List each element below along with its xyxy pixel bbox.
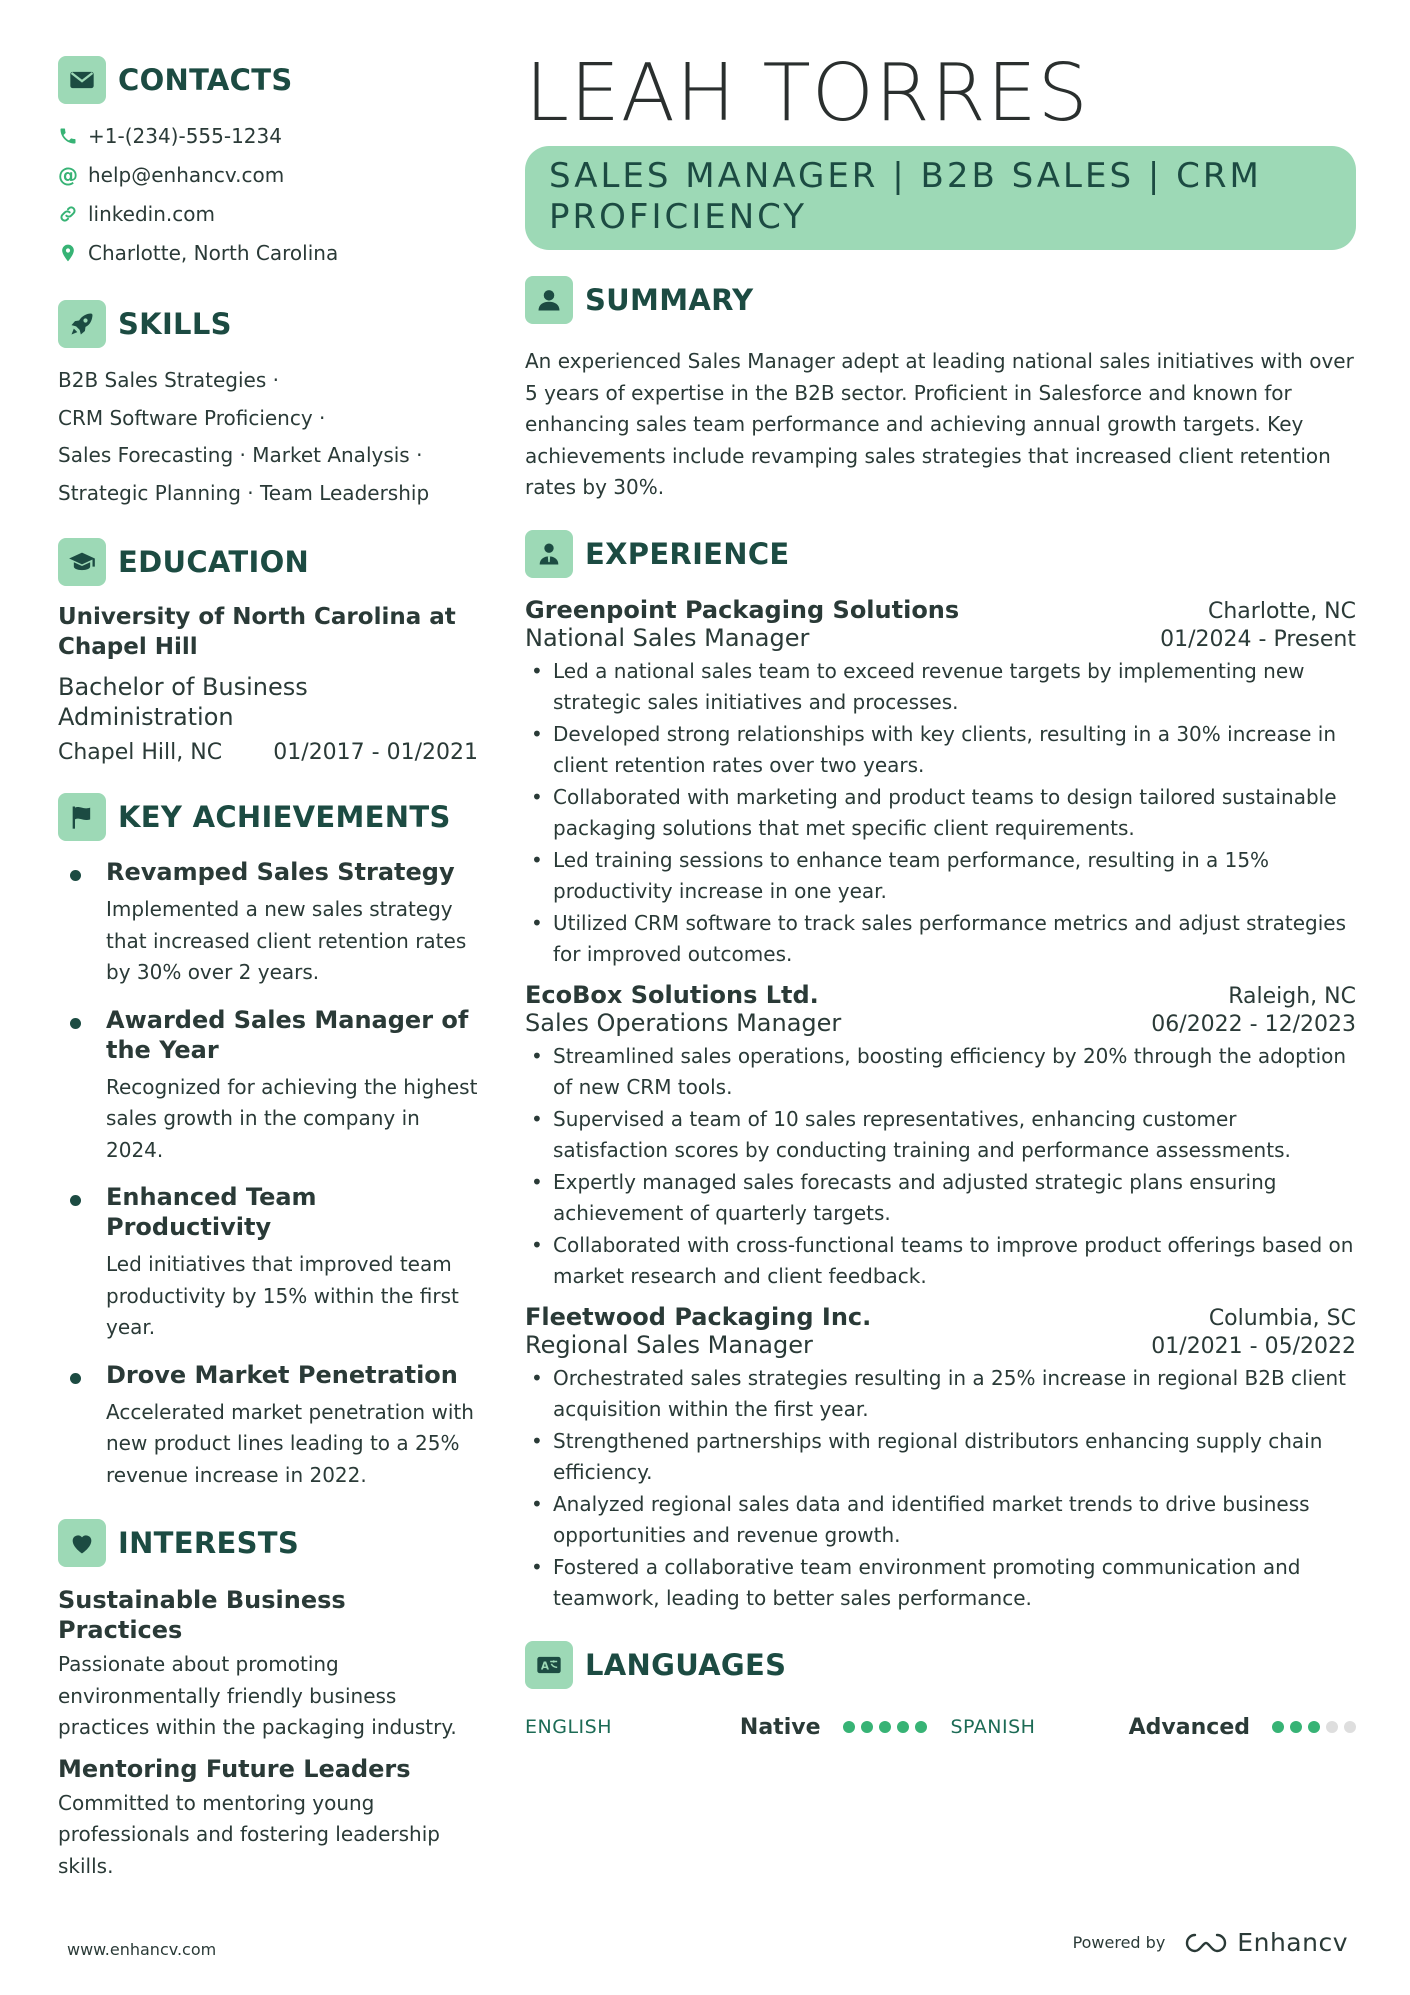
email-text: help@enhancv.com [88,162,285,187]
achievements-header [58,793,478,841]
job-bullet: • Supervised a team of 10 sales representatives, enhancing customer satisfaction scores by conducting training and performance assessments. [525,1104,1356,1167]
brand-name: Enhancv [1237,1928,1348,1957]
achievement-item [58,1005,478,1167]
interests-title: INTERESTS [118,1526,300,1561]
job-role: Regional Sales Manager [525,1330,813,1359]
job-entry [525,596,1356,971]
job-company: Fleetwood Packaging Inc. [525,1302,872,1331]
left-column [58,56,478,1882]
language-item [951,1715,1357,1740]
achievement-title: Enhanced Team Productivity [106,1183,317,1242]
language-name: ENGLISH [525,1716,612,1738]
language-level: Advanced [1128,1714,1250,1740]
summary-title: SUMMARY [585,283,754,317]
rating-dot [1308,1721,1320,1733]
user-icon [525,276,573,324]
skills-title: SKILLS [118,307,232,341]
achievement-item [58,1182,478,1344]
job-bullet: • Analyzed regional sales data and identified market trends to drive business opportunities and revenue growth. [525,1489,1356,1552]
job-bullet: • Collaborated with marketing and product teams to design tailored sustainable packaging solutions that met specific client requirements. [525,782,1356,845]
rating-dot [861,1721,873,1733]
translate-icon [525,1641,573,1689]
footer-branding [1073,1928,1348,1957]
job-subheader [525,1009,1356,1037]
achievement-item [58,1360,478,1492]
rating-dot [915,1721,927,1733]
interests-header [58,1519,478,1567]
footer-website[interactable]: www.enhancv.com [67,1940,217,1959]
education-title: EDUCATION [118,545,310,580]
powered-by-text: Powered by [1072,1933,1166,1952]
bullet-dot [58,1182,106,1344]
summary-header [525,276,1356,324]
job-entry [525,1303,1356,1615]
summary-text: An experienced Sales Manager adept at leading national sales initiatives with over 5 years of expertise in the B2B sector. Proficient in Salesforce and known for enhancing sales team performance and achieving annual growth targets. Key achievements include revamping sales strategies that increased client retention rates by 30%. [525,349,1354,499]
link-icon [58,204,78,224]
contact-email[interactable] [58,155,478,194]
rating-dot [1290,1721,1302,1733]
job-bullets [525,656,1356,971]
achievement-desc: Accelerated market penetration with new product lines leading to a 25% revenue increase in 2022. [106,1399,474,1487]
headline-banner: SALES MANAGER | B2B SALES | CRM PROFICIENCY [525,146,1356,250]
job-subheader [525,624,1356,652]
job-dates: 06/2022 - 12/2023 [1151,1011,1356,1037]
language-item [525,1715,927,1740]
briefcase-user-icon [525,530,573,578]
job-bullet: • Orchestrated sales strategies resulting in a 25% increase in regional B2B client acquisition within the first year. [525,1363,1356,1426]
job-location: Columbia, SC [1208,1305,1356,1331]
svg-text:A: A [540,1660,549,1673]
languages-title: LANGUAGES [585,1647,787,1682]
candidate-name: LEAH TORRES [525,47,1089,139]
contact-location [58,233,478,272]
rating-dot [897,1721,909,1733]
job-role: Sales Operations Manager [525,1008,842,1037]
achievement-desc: Recognized for achieving the highest sales growth in the company in 2024. [106,1074,478,1162]
interest-title: Sustainable Business Practices [58,1586,346,1645]
experience-header [525,530,1356,578]
interest-desc: Passionate about promoting environmentally friendly business practices within the packaging industry. [58,1652,457,1740]
bullet-dot [58,857,106,989]
skill-line: B2B Sales Strategies · [58,368,279,392]
job-bullet: • Utilized CRM software to track sales performance metrics and adjust strategies for improved outcomes. [525,908,1356,971]
job-bullet: • Strengthened partnerships with regional distributors enhancing supply chain efficiency. [525,1426,1356,1489]
education-meta [58,740,478,765]
languages-header [525,1641,1356,1689]
achievement-desc: Implemented a new sales strategy that increased client retention rates by 30% over 2 years. [106,897,467,985]
bullet-dot [58,1360,106,1492]
map-pin-icon [58,243,78,263]
skill-line: Sales Forecasting · Market Analysis · [58,443,423,468]
graduation-cap-icon [58,538,106,586]
job-company: Greenpoint Packaging Solutions [525,595,960,624]
job-company: EcoBox Solutions Ltd. [525,980,819,1009]
language-name: SPANISH [950,1716,1036,1738]
job-dates: 01/2024 - Present [1160,626,1356,652]
job-bullet: • Expertly managed sales forecasts and adjusted strategic plans ensuring achievement of quarterly targets. [525,1167,1356,1230]
job-dates: 01/2021 - 05/2022 [1151,1333,1356,1359]
skill-line: CRM Software Proficiency · [58,405,326,430]
contact-linkedin[interactable] [58,194,478,233]
job-location: Raleigh, NC [1228,983,1356,1009]
achievements-title: KEY ACHIEVEMENTS [118,800,451,835]
rocket-icon [58,300,106,348]
interest-item [58,1754,478,1883]
achievement-title: Awarded Sales Manager of the Year [106,1005,469,1064]
skills-list [58,362,478,512]
job-header [525,596,1356,624]
bullet-dot [58,1005,106,1167]
job-bullet: • Led a national sales team to exceed revenue targets by implementing new strategic sales initiatives and processes. [525,656,1356,719]
education-degree: Bachelor of Business Administration [58,673,308,732]
linkedin-text: linkedin.com [88,201,215,226]
skills-header [58,300,478,348]
education-header [58,538,478,586]
education-school: University of North Carolina at Chapel Hill [58,604,456,661]
job-entry [525,981,1356,1293]
education-location: Chapel Hill, NC [58,740,223,766]
achievement-desc: Led initiatives that improved team productivity by 15% within the first year. [106,1252,459,1340]
job-subheader [525,1331,1356,1359]
rating-dot [879,1721,891,1733]
phone-icon [58,126,78,146]
job-bullets [525,1041,1356,1293]
phone-text: +1-(234)-555-1234 [88,123,282,148]
job-bullet: • Streamlined sales operations, boosting efficiency by 20% through the adoption of new CRM tools. [525,1041,1356,1104]
job-header [525,981,1356,1009]
skill-line: Strategic Planning · Team Leadership [58,480,430,505]
enhancv-logo-icon [1183,1931,1229,1955]
location-text: Charlotte, North Carolina [88,240,339,265]
experience-title: EXPERIENCE [585,536,790,571]
contact-list [58,116,478,272]
interest-title: Mentoring Future Leaders [58,1754,411,1783]
contacts-title: CONTACTS [118,63,293,97]
contacts-header [58,56,478,104]
rating-dot [1326,1721,1338,1733]
right-column [525,47,1356,1740]
rating-dot [843,1721,855,1733]
envelope-icon [58,56,106,104]
achievement-title: Revamped Sales Strategy [106,858,455,887]
contact-phone[interactable] [58,116,478,155]
education-dates: 01/2017 - 01/2021 [273,740,478,766]
job-role: National Sales Manager [525,623,810,652]
job-bullet: • Collaborated with cross-functional teams to improve product offerings based on market research and client feedback. [525,1230,1356,1293]
achievement-title: Drove Market Penetration [106,1360,458,1389]
flag-icon [58,793,106,841]
job-header [525,1303,1356,1331]
languages-list [525,1715,1356,1740]
at-icon: @ [58,162,78,187]
achievements-list [58,857,478,1491]
job-location: Charlotte, NC [1208,598,1356,624]
job-bullet: • Led training sessions to enhance team performance, resulting in a 15% productivity increase in one year. [525,845,1356,908]
interest-item [58,1585,478,1744]
language-rating [843,1721,927,1733]
rating-dot [1344,1721,1356,1733]
job-bullet: • Developed strong relationships with key clients, resulting in a 30% increase in client retention rates over two years. [525,719,1356,782]
language-level: Native [739,1714,821,1740]
job-bullets [525,1363,1356,1615]
language-rating [1272,1721,1356,1733]
heart-icon [58,1519,106,1567]
interest-desc: Committed to mentoring young professionals and fostering leadership skills. [58,1790,440,1878]
enhancv-logo[interactable] [1183,1928,1348,1957]
job-bullet: • Fostered a collaborative team environment promoting communication and teamwork, leading to better sales performance. [525,1552,1356,1615]
achievement-item [58,857,478,989]
rating-dot [1272,1721,1284,1733]
